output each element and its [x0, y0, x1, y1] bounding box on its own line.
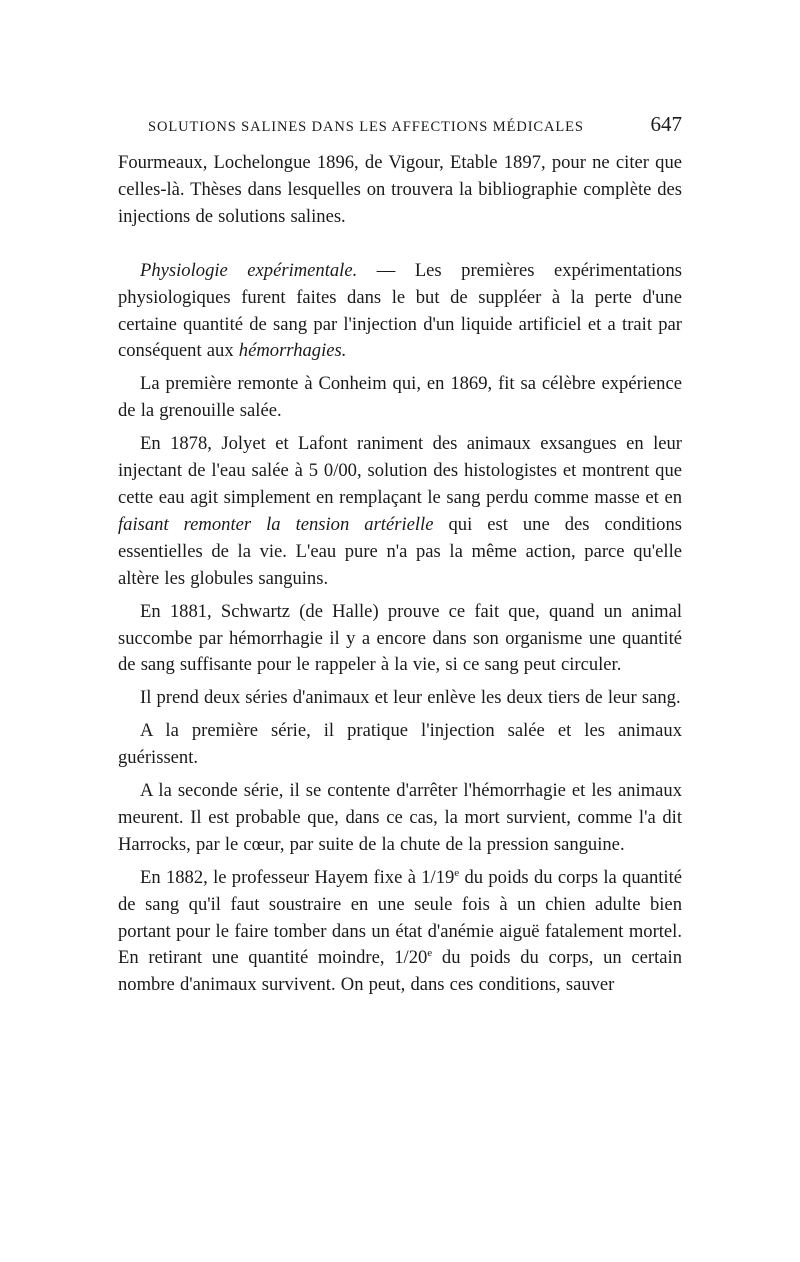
paragraph-text: En 1881, Schwartz (de Halle) prouve ce fait que, quand un animal succombe par hémorrhagie il y a encore dans son organisme une quantité de sang suffisante pour le rappeler à la vie, si ce sang peut circuler. [118, 600, 682, 676]
running-head [148, 112, 682, 138]
superscript: e [427, 947, 433, 960]
book-page [118, 112, 682, 999]
page-number: 647 [650, 112, 682, 136]
paragraph-jolyet [118, 431, 682, 592]
paragraph-schwartz [118, 599, 682, 680]
paragraph-text: du poids du corps la quantité de sang qu'il faut soustraire en une seule fois à un chien adulte bien portant pour le faire tomber dans un état d'anémie aiguë fatalement mortel. En retirant une quantité moindre, 1/20 [118, 866, 682, 969]
paragraph-text: qui est une des conditions essentielles de la vie. L'eau pure n'a pas la même action, parce qu'elle altère les globules sanguins. [118, 513, 682, 589]
paragraph-text: — Les premières expérimentations physiologiques furent faites dans le but de suppléer à la perte d'une certaine quantité de sang par l'injection d'un liquide artificiel et a trait par conséquent aux [118, 259, 683, 362]
paragraph-text: En 1878, Jolyet et Lafont raniment des animaux exsangues en leur injectant de l'eau salée à 5 0/00, solution des histologistes et montrent que cette eau agit simplement en remplaçant le sang perdu comme masse et en [118, 433, 682, 508]
superscript: e [454, 866, 460, 879]
section-heading: Physiologie expérimentale. [140, 259, 358, 281]
paragraph-text: A la seconde série, il se contente d'arrêter l'hémorrhagie et les animaux meurent. Il est probable que, dans ce cas, la mort survient, comme l'a dit Harrocks, par le cœur, par suite de la chute de la pression sanguine. [118, 780, 682, 855]
emphasis-text: hémorrhagies. [238, 340, 347, 362]
emphasis-text: faisant remonter la tension artérielle [118, 513, 434, 535]
paragraph-hayem [118, 865, 682, 1000]
paragraph-conheim [118, 371, 682, 425]
paragraph-premiere-serie [118, 718, 682, 772]
paragraph-text: La première remonte à Conheim qui, en 1869, fit sa célèbre expérience de la grenouille salée. [118, 373, 682, 422]
paragraph-bibliography [118, 150, 682, 231]
paragraph-seconde-serie [118, 778, 682, 859]
paragraph-text: A la première série, il pratique l'injection salée et les animaux guérissent. [118, 720, 682, 769]
paragraph-deux-series [118, 685, 682, 712]
paragraph-text: Fourmeaux, Lochelongue 1896, de Vigour, Etable 1897, pour ne citer que celles-là. Thèses dans lesquelles on trouvera la bibliographie complète des injections de solutions salines. [118, 152, 682, 227]
paragraph-physiologie [118, 258, 682, 366]
running-title: SOLUTIONS SALINES DANS LES AFFECTIONS MÉDICALES [148, 119, 584, 135]
paragraph-text: Il prend deux séries d'animaux et leur enlève les deux tiers de leur sang. [140, 687, 681, 709]
paragraph-text: En 1882, le professeur Hayem fixe à 1/19 [140, 866, 455, 888]
body-text [118, 150, 682, 999]
paragraph-text: du poids du corps, un certain nombre d'animaux survivent. On peut, dans ces conditions, sauver [118, 947, 683, 996]
